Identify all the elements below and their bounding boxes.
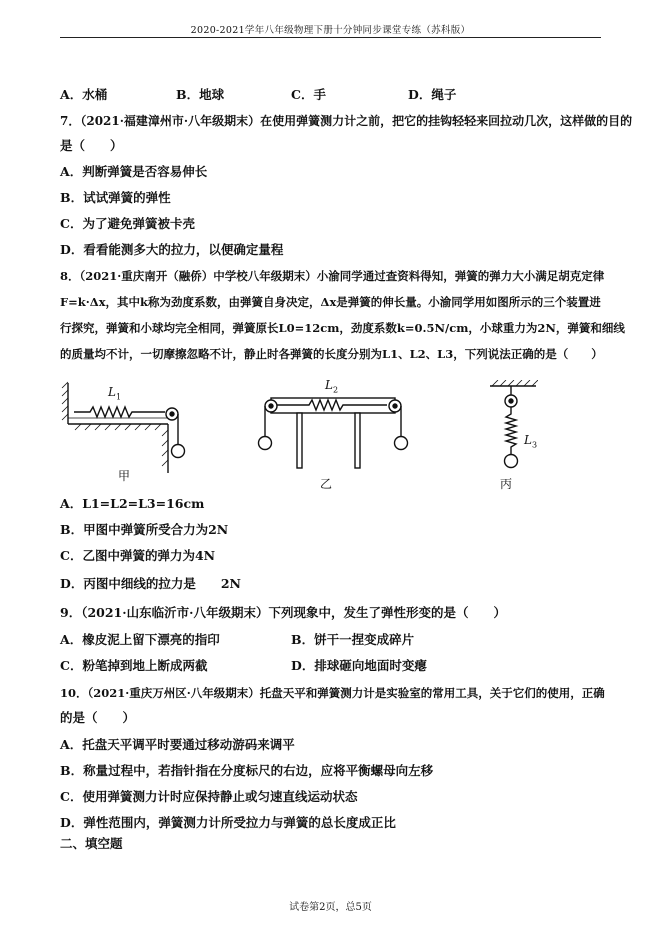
q6-option-c: C．手	[291, 87, 326, 102]
q7-stem-line1: 7．（2021·福建漳州市·八年级期末）在使用弹簧测力计之前，把它的挂钩轻轻来回拉动几次，这样做的目的	[60, 114, 633, 128]
label-l1: $L_1$	[108, 385, 122, 402]
q10-option-a: A．托盘天平调平时要通过移动游码来调平	[60, 737, 295, 752]
q8-option-b: B．甲图中弹簧所受合力为2N	[60, 522, 229, 537]
caption-yi: 乙	[320, 477, 333, 491]
q8-stem-line1: 8．（2021·重庆南开（融侨）中学校八年级期末）小渝同学通过查资料得知，弹簧的弹力大小满足胡克定律	[60, 269, 605, 283]
caption-bing: 丙	[500, 477, 513, 491]
q9-option-c: C．粉笔掉到地上断成两截	[60, 658, 208, 673]
q7-option-c: C．为了避免弹簧被卡壳	[60, 216, 195, 231]
q10-stem-line2: 的是（ ）	[60, 710, 136, 725]
figure-bing	[488, 380, 538, 480]
q7-option-a: A．判断弹簧是否容易伸长	[60, 164, 208, 179]
q8-stem-line4: 的质量均不计，一切摩擦忽略不计，静止时各弹簧的长度分别为L1、L2、L3，下列说法正确的是（ ）	[60, 347, 603, 361]
q8-option-d: D．丙图中细线的拉力是 2N	[60, 576, 241, 591]
q9-stem: 9．（2021·山东临沂市·八年级期末）下列现象中，发生了弹性形变的是（ ）	[60, 605, 506, 620]
q9-option-d: D．排球砸向地面时变瘪	[291, 658, 427, 673]
q6-option-b: B．地球	[176, 87, 225, 102]
q10-option-b: B．称量过程中，若指针指在分度标尺的右边，应将平衡螺母向左移	[60, 763, 434, 778]
page-footer: 试卷第2页，总5页	[289, 902, 372, 913]
caption-jia: 甲	[118, 469, 131, 483]
q9-option-b: B．饼干一捏变成碎片	[291, 632, 415, 647]
q7-stem-line2: 是（ ）	[60, 138, 123, 153]
label-l2: $L_2$	[325, 378, 339, 395]
q8-stem-line2: F=k·Δx，其中k称为劲度系数，由弹簧自身决定，Δx是弹簧的伸长量。小渝同学用如图所示的三个装置进	[60, 295, 601, 309]
q7-option-b: B．试试弹簧的弹性	[60, 190, 171, 205]
q8-stem-line3: 行探究，弹簧和小球均完全相同，弹簧原长L0=12cm，劲度系数k=0.5N/cm，小球重力为2N，弹簧和细线	[60, 321, 625, 335]
q6-option-a: A．水桶	[60, 87, 108, 102]
q8-option-c: C．乙图中弹簧的弹力为4N	[60, 548, 216, 563]
section-fill-blank-heading: 二、填空题	[60, 836, 123, 851]
q9-option-a: A．橡皮泥上留下漂亮的指印	[60, 632, 220, 647]
q10-option-d: D．弹性范围内，弹簧测力计所受拉力与弹簧的总长度成正比	[60, 815, 396, 830]
page-header: 2020-2021学年八年级物理下册十分钟同步课堂专练（苏科版）	[190, 25, 471, 36]
q7-option-d: D．看看能测多大的拉力，以便确定量程	[60, 242, 284, 257]
q10-stem-line1: 10．（2021·重庆万州区·八年级期末）托盘天平和弹簧测力计是实验室的常用工具，关于它们的使用，正确	[60, 686, 605, 700]
q8-option-a: A．L1=L2=L3=16cm	[60, 496, 205, 511]
q6-option-d: D．绳子	[408, 87, 457, 102]
label-l3: $L_3$	[524, 433, 538, 450]
header-rule	[60, 37, 601, 38]
q10-option-c: C．使用弹簧测力计时应保持静止或匀速直线运动状态	[60, 789, 358, 804]
